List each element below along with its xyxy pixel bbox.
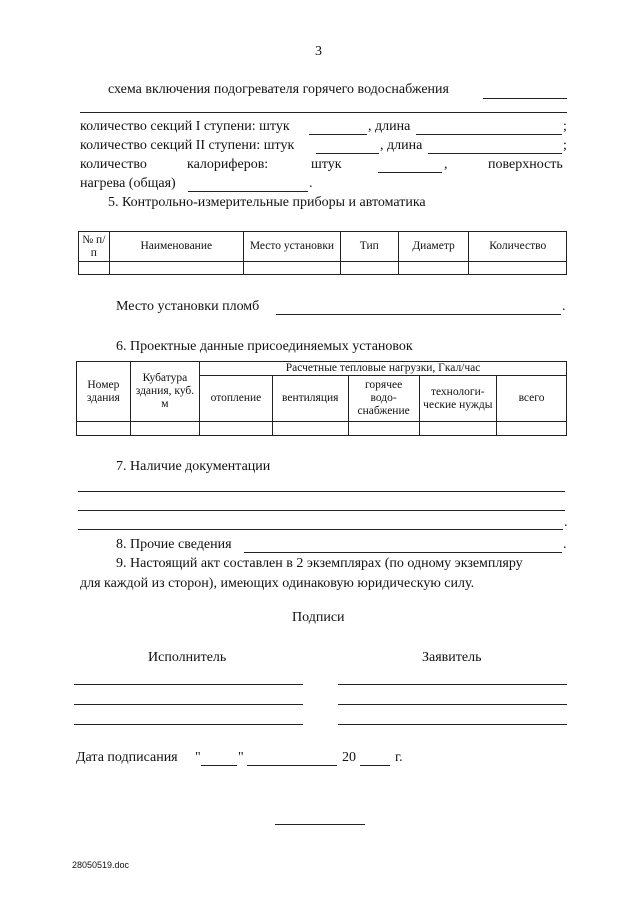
section-8-end: .: [563, 537, 567, 552]
documentation-line-1[interactable]: [78, 491, 565, 492]
documentation-line-3[interactable]: [78, 529, 563, 530]
executor-signature-line-1[interactable]: [74, 684, 303, 685]
table-cell[interactable]: [109, 262, 243, 275]
date-quote-open: ": [195, 750, 201, 765]
scheme-label: схема включения подогревателя горячего водоснабжения: [108, 82, 449, 97]
table-cell[interactable]: [497, 422, 567, 436]
section-8-label: 8. Прочие сведения: [116, 537, 232, 552]
installations-header-ventilation: вентиляция: [272, 376, 348, 422]
signatures-title: Подписи: [292, 610, 345, 625]
sections-2-label: количество секций II ступени: штук: [80, 138, 295, 153]
executor-label: Исполнитель: [148, 650, 227, 665]
section-7-title: 7. Наличие документации: [116, 459, 271, 474]
table-cell[interactable]: [272, 422, 348, 436]
installations-header-heating: отопление: [200, 376, 273, 422]
sections-1-length-blank[interactable]: [416, 134, 562, 135]
installations-header-hot-water: горячее водо-снабжение: [348, 376, 419, 422]
date-year-suffix: г.: [395, 750, 403, 765]
installations-header-volume: Кубатура здания, куб. м: [130, 362, 199, 422]
installations-empty-row[interactable]: [77, 422, 567, 436]
executor-signature-line-3[interactable]: [74, 724, 303, 725]
seals-end: .: [562, 299, 566, 314]
calorifers-word-2: калориферов:: [187, 157, 269, 172]
installations-header-building: Номер здания: [77, 362, 131, 422]
date-quote-close: ": [238, 750, 244, 765]
scheme-blank-2[interactable]: [80, 112, 567, 113]
section-9-line-2: для каждой из сторон), имеющих одинаковую юридическую силу.: [80, 576, 475, 591]
executor-signature-line-2[interactable]: [74, 704, 303, 705]
date-year-prefix: 20: [342, 750, 356, 765]
calorifers-comma: ,: [444, 157, 448, 172]
heating-surface-end: .: [309, 176, 313, 191]
instruments-header-name: Наименование: [109, 232, 243, 262]
instruments-header-type: Тип: [340, 232, 398, 262]
installations-group-header: Расчетные тепловые нагрузки, Гкал/час: [200, 362, 567, 376]
date-month-blank[interactable]: [247, 765, 337, 766]
calorifers-word-4: поверхность: [488, 157, 563, 172]
instruments-header-place: Место установки: [243, 232, 340, 262]
table-cell[interactable]: [348, 422, 419, 436]
installations-header-total: всего: [497, 376, 567, 422]
scheme-blank[interactable]: [483, 98, 567, 99]
footer-divider: [275, 824, 365, 825]
table-cell[interactable]: [469, 262, 567, 275]
instruments-header-diameter: Диаметр: [398, 232, 469, 262]
date-label: Дата подписания: [76, 750, 178, 765]
table-cell[interactable]: [398, 262, 469, 275]
heating-surface-blank[interactable]: [188, 191, 308, 192]
sections-1-label: количество секций I ступени: штук: [80, 119, 290, 134]
applicant-signature-line-3[interactable]: [338, 724, 567, 725]
page-number: 3: [315, 44, 322, 59]
table-cell[interactable]: [77, 422, 131, 436]
section-7-end: .: [564, 515, 568, 530]
seals-label: Место установки пломб: [116, 299, 260, 314]
table-cell[interactable]: [79, 262, 110, 275]
calorifers-word-3: штук: [311, 157, 342, 172]
applicant-signature-line-2[interactable]: [338, 704, 567, 705]
instruments-header-number: № п/п: [79, 232, 110, 262]
sections-2-count-blank[interactable]: [316, 153, 379, 154]
sections-1-end: ;: [563, 119, 567, 134]
table-cell[interactable]: [340, 262, 398, 275]
table-cell[interactable]: [200, 422, 273, 436]
table-cell[interactable]: [130, 422, 199, 436]
installations-header-technological: технологи-ческие нужды: [419, 376, 497, 422]
sections-1-count-blank[interactable]: [309, 134, 367, 135]
sections-2-length-blank[interactable]: [428, 153, 562, 154]
instruments-header-quantity: Количество: [469, 232, 567, 262]
section-9-line-1: 9. Настоящий акт составлен в 2 экземплярах (по одному экземпляру: [116, 556, 523, 571]
installations-table: [76, 361, 567, 436]
other-info-blank[interactable]: [244, 552, 562, 553]
date-year-blank[interactable]: [360, 765, 390, 766]
date-day-blank[interactable]: [201, 765, 237, 766]
section-6-title: 6. Проектные данные присоединяемых установок: [116, 339, 413, 354]
calorifers-count-blank[interactable]: [378, 172, 442, 173]
applicant-label: Заявитель: [422, 650, 482, 665]
documentation-line-2[interactable]: [78, 510, 565, 511]
footer-filename: 28050519.doc: [72, 860, 130, 870]
instruments-table: [78, 231, 567, 275]
instruments-empty-row[interactable]: [79, 262, 567, 275]
seals-blank[interactable]: [276, 314, 561, 315]
table-cell[interactable]: [243, 262, 340, 275]
heating-surface-label: нагрева (общая): [80, 176, 176, 191]
section-5-title: 5. Контрольно-измерительные приборы и автоматика: [108, 195, 426, 210]
sections-1-length-label: , длина: [368, 119, 411, 134]
sections-2-length-label: , длина: [380, 138, 423, 153]
table-cell[interactable]: [419, 422, 497, 436]
sections-2-end: ;: [563, 138, 567, 153]
applicant-signature-line-1[interactable]: [338, 684, 567, 685]
calorifers-word-1: количество: [80, 157, 147, 172]
